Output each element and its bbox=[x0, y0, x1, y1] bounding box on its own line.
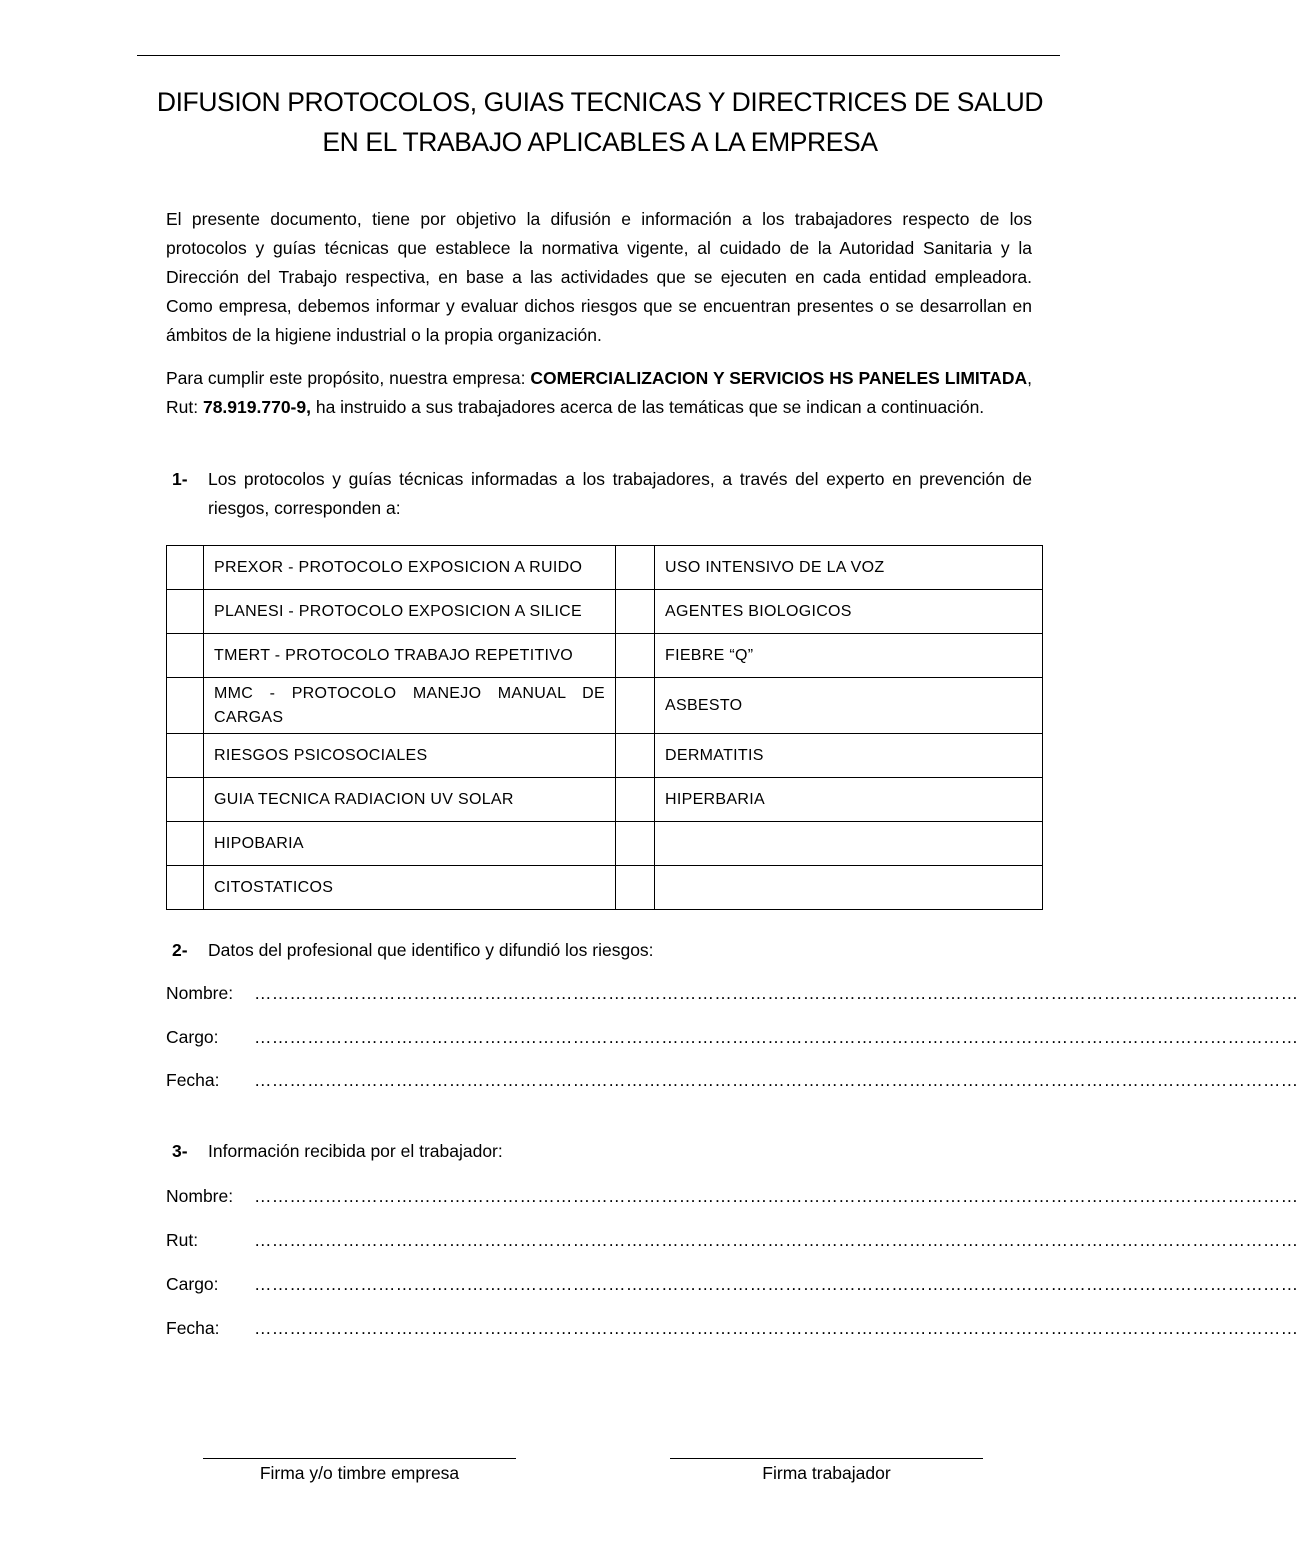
rut-label: , Rut: bbox=[166, 368, 1032, 417]
top-rule bbox=[137, 55, 1060, 56]
protocol-label: FIEBRE “Q” bbox=[655, 634, 1043, 678]
section-2-text: Datos del profesional que identifico y difundió los riesgos: bbox=[208, 940, 654, 960]
checkbox-cell[interactable] bbox=[616, 634, 655, 678]
field-dots: …………………………………………………………………………………………………………………………………………………………… bbox=[254, 983, 1298, 1003]
checkbox-cell[interactable] bbox=[616, 866, 655, 910]
company-rut: 78.919.770-9, bbox=[202, 397, 311, 417]
worker-signature-label: Firma trabajador bbox=[762, 1463, 891, 1483]
protocols-table bbox=[166, 545, 1043, 910]
purpose-paragraph bbox=[166, 364, 1032, 422]
company-signature-line[interactable] bbox=[203, 1458, 516, 1459]
field-label: Nombre: bbox=[166, 1186, 234, 1206]
section-1-number: 1- bbox=[172, 469, 188, 489]
field-dots: …………………………………………………………………………………………………………………………………………………………… bbox=[254, 1070, 1298, 1090]
purpose-suffix: ha instruido a sus trabajadores acerca de las temáticas que se indican a continuación. bbox=[310, 397, 985, 417]
field-label: Fecha: bbox=[166, 1318, 220, 1338]
intro-paragraph: El presente documento, tiene por objetivo la difusión e información a los trabajadores respecto de los protocolos y guías técnicas que establece la normativa vigente, al cuidado de la Autoridad Sanitaria y la Dirección del Trabajo respectiva, en base a las actividades que se ejecuten en cada entidad empleadora. Como empresa, debemos informar y evaluar dichos riesgos que se encuentran presentes o se desarrollan en ámbitos de la higiene industrial o la propia organización. bbox=[166, 209, 1032, 345]
checkbox-cell[interactable] bbox=[167, 866, 204, 910]
protocol-label: HIPERBARIA bbox=[655, 778, 1043, 822]
field-dots: …………………………………………………………………………………………………………………………………………………………… bbox=[254, 1318, 1298, 1338]
field-label: Cargo: bbox=[166, 1274, 219, 1294]
protocol-label: TMERT - PROTOCOLO TRABAJO REPETITIVO bbox=[204, 634, 616, 678]
checkbox-cell[interactable] bbox=[167, 734, 204, 778]
checkbox-cell[interactable] bbox=[167, 822, 204, 866]
protocol-label bbox=[655, 822, 1043, 866]
protocol-label: HIPOBARIA bbox=[204, 822, 616, 866]
checkbox-cell[interactable] bbox=[616, 734, 655, 778]
checkbox-cell[interactable] bbox=[616, 822, 655, 866]
checkbox-cell[interactable] bbox=[167, 546, 204, 590]
checkbox-cell[interactable] bbox=[167, 634, 204, 678]
title-line-2: EN EL TRABAJO APLICABLES A LA EMPRESA bbox=[322, 127, 878, 157]
field-dots: …………………………………………………………………………………………………………………………………………………………… bbox=[254, 1230, 1298, 1250]
table-row bbox=[167, 546, 1043, 590]
field-label: Nombre: bbox=[166, 983, 234, 1003]
checkbox-cell[interactable] bbox=[616, 590, 655, 634]
field-dots: …………………………………………………………………………………………………………………………………………………………… bbox=[254, 1027, 1298, 1047]
section-1-text: Los protocolos y guías técnicas informadas a los trabajadores, a través del experto en prevención de riesgos, corresponden a: bbox=[208, 469, 1032, 518]
field-dots: …………………………………………………………………………………………………………………………………………………………… bbox=[254, 1186, 1298, 1206]
table-row bbox=[167, 778, 1043, 822]
checkbox-cell[interactable] bbox=[616, 678, 655, 734]
protocol-label: DERMATITIS bbox=[655, 734, 1043, 778]
table-row bbox=[167, 822, 1043, 866]
checkbox-cell[interactable] bbox=[167, 678, 204, 734]
purpose-prefix: Para cumplir este propósito, nuestra empresa: bbox=[166, 368, 531, 388]
protocol-label: PREXOR - PROTOCOLO EXPOSICION A RUIDO bbox=[204, 546, 616, 590]
protocol-label: CITOSTATICOS bbox=[204, 866, 616, 910]
checkbox-cell[interactable] bbox=[167, 590, 204, 634]
table-row bbox=[167, 734, 1043, 778]
table-row bbox=[167, 590, 1043, 634]
protocol-label: MMC - PROTOCOLO MANEJO MANUAL DE CARGAS bbox=[204, 678, 616, 734]
protocol-label: AGENTES BIOLOGICOS bbox=[655, 590, 1043, 634]
worker-signature-line[interactable] bbox=[670, 1458, 983, 1459]
table-row bbox=[167, 866, 1043, 910]
company-signature-label: Firma y/o timbre empresa bbox=[259, 1463, 460, 1483]
protocol-label: GUIA TECNICA RADIACION UV SOLAR bbox=[204, 778, 616, 822]
checkbox-cell[interactable] bbox=[616, 546, 655, 590]
section-3-number: 3- bbox=[172, 1141, 188, 1161]
checkbox-cell[interactable] bbox=[167, 778, 204, 822]
protocol-label bbox=[655, 866, 1043, 910]
section-2-number: 2- bbox=[172, 940, 188, 960]
field-dots: …………………………………………………………………………………………………………………………………………………………… bbox=[254, 1274, 1298, 1294]
company-name: COMERCIALIZACION Y SERVICIOS HS PANELES LIMITADA bbox=[530, 368, 1028, 388]
table-row bbox=[167, 678, 1043, 734]
table-row bbox=[167, 634, 1043, 678]
page-title bbox=[120, 82, 1080, 162]
section-3-text: Información recibida por el trabajador: bbox=[208, 1141, 503, 1161]
protocol-label: RIESGOS PSICOSOCIALES bbox=[204, 734, 616, 778]
protocol-label: USO INTENSIVO DE LA VOZ bbox=[655, 546, 1043, 590]
checkbox-cell[interactable] bbox=[616, 778, 655, 822]
title-line-1: DIFUSION PROTOCOLOS, GUIAS TECNICAS Y DIRECTRICES DE SALUD bbox=[156, 87, 1044, 117]
field-label: Cargo: bbox=[166, 1027, 219, 1047]
protocol-label: ASBESTO bbox=[655, 678, 1043, 734]
protocol-label: PLANESI - PROTOCOLO EXPOSICION A SILICE bbox=[204, 590, 616, 634]
field-label: Fecha: bbox=[166, 1070, 220, 1090]
field-label: Rut: bbox=[166, 1230, 199, 1250]
